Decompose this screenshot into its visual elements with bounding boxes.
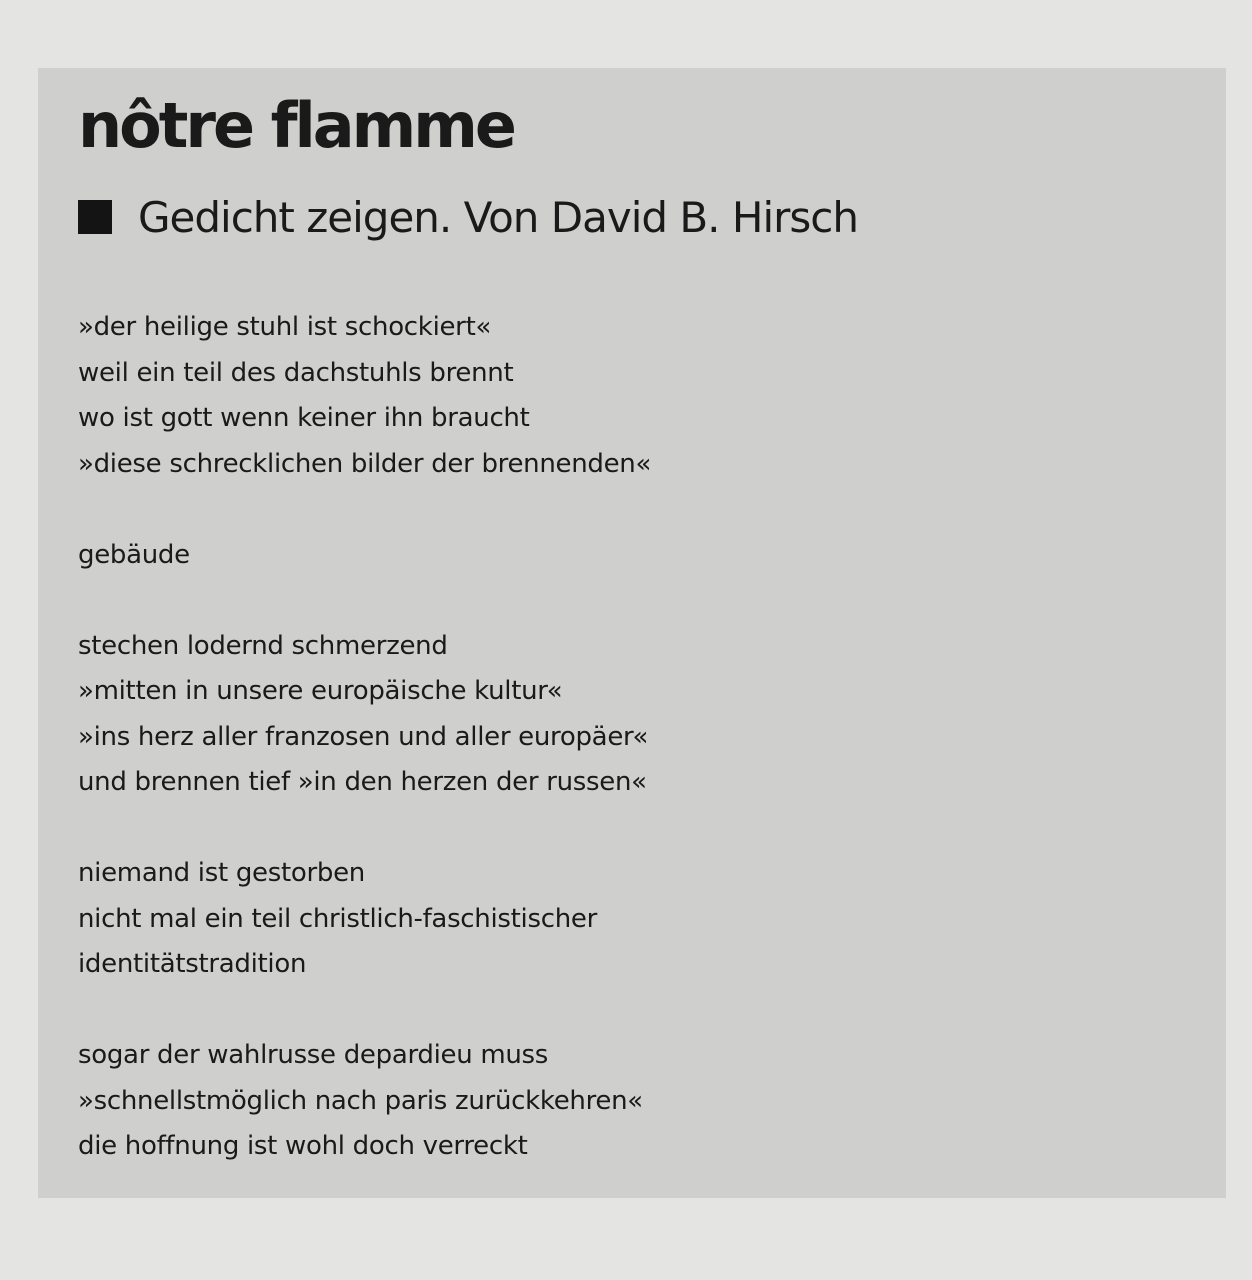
poem-line [78, 487, 651, 533]
poem-line: gebäude [78, 539, 190, 570]
poem-line: die hoffnung ist wohl doch verreckt [78, 1131, 528, 1161]
poem-line: stechen lodernd schmerzend [78, 630, 448, 661]
article-subtitle [78, 190, 858, 246]
poem-line: identitätstradition [78, 949, 307, 979]
article-title: nôtre flamme [78, 89, 514, 162]
poem [78, 305, 651, 1170]
poem-line: und brennen tief »in den herzen der russen« [78, 767, 647, 797]
poem-line: »ins herz aller franzosen und aller europäer« [78, 721, 649, 752]
poem-line [78, 988, 651, 1034]
poem-line: sogar der wahlrusse depardieu muss [78, 1040, 549, 1070]
poem-line: »der heilige stuhl ist schockiert« [78, 312, 492, 342]
poem-line: wo ist gott wenn keiner ihn braucht [78, 403, 530, 433]
subtitle-text: Gedicht zeigen. Von David B. Hirsch [138, 193, 858, 242]
poem-line: nicht mal ein teil christlich-faschistischer [78, 903, 597, 934]
poem-line: niemand ist gestorben [78, 858, 365, 888]
poem-line: weil ein teil des dachstuhls brennt [78, 357, 514, 388]
poem-line: »mitten in unsere europäische kultur« [78, 676, 563, 706]
poem-line: »diese schrecklichen bilder der brennenden« [78, 448, 652, 479]
poem-line [78, 806, 651, 852]
poem-line: »schnellstmöglich nach paris zurückkehren« [78, 1085, 643, 1116]
square-bullet-icon [78, 200, 112, 234]
poem-line [78, 578, 651, 624]
